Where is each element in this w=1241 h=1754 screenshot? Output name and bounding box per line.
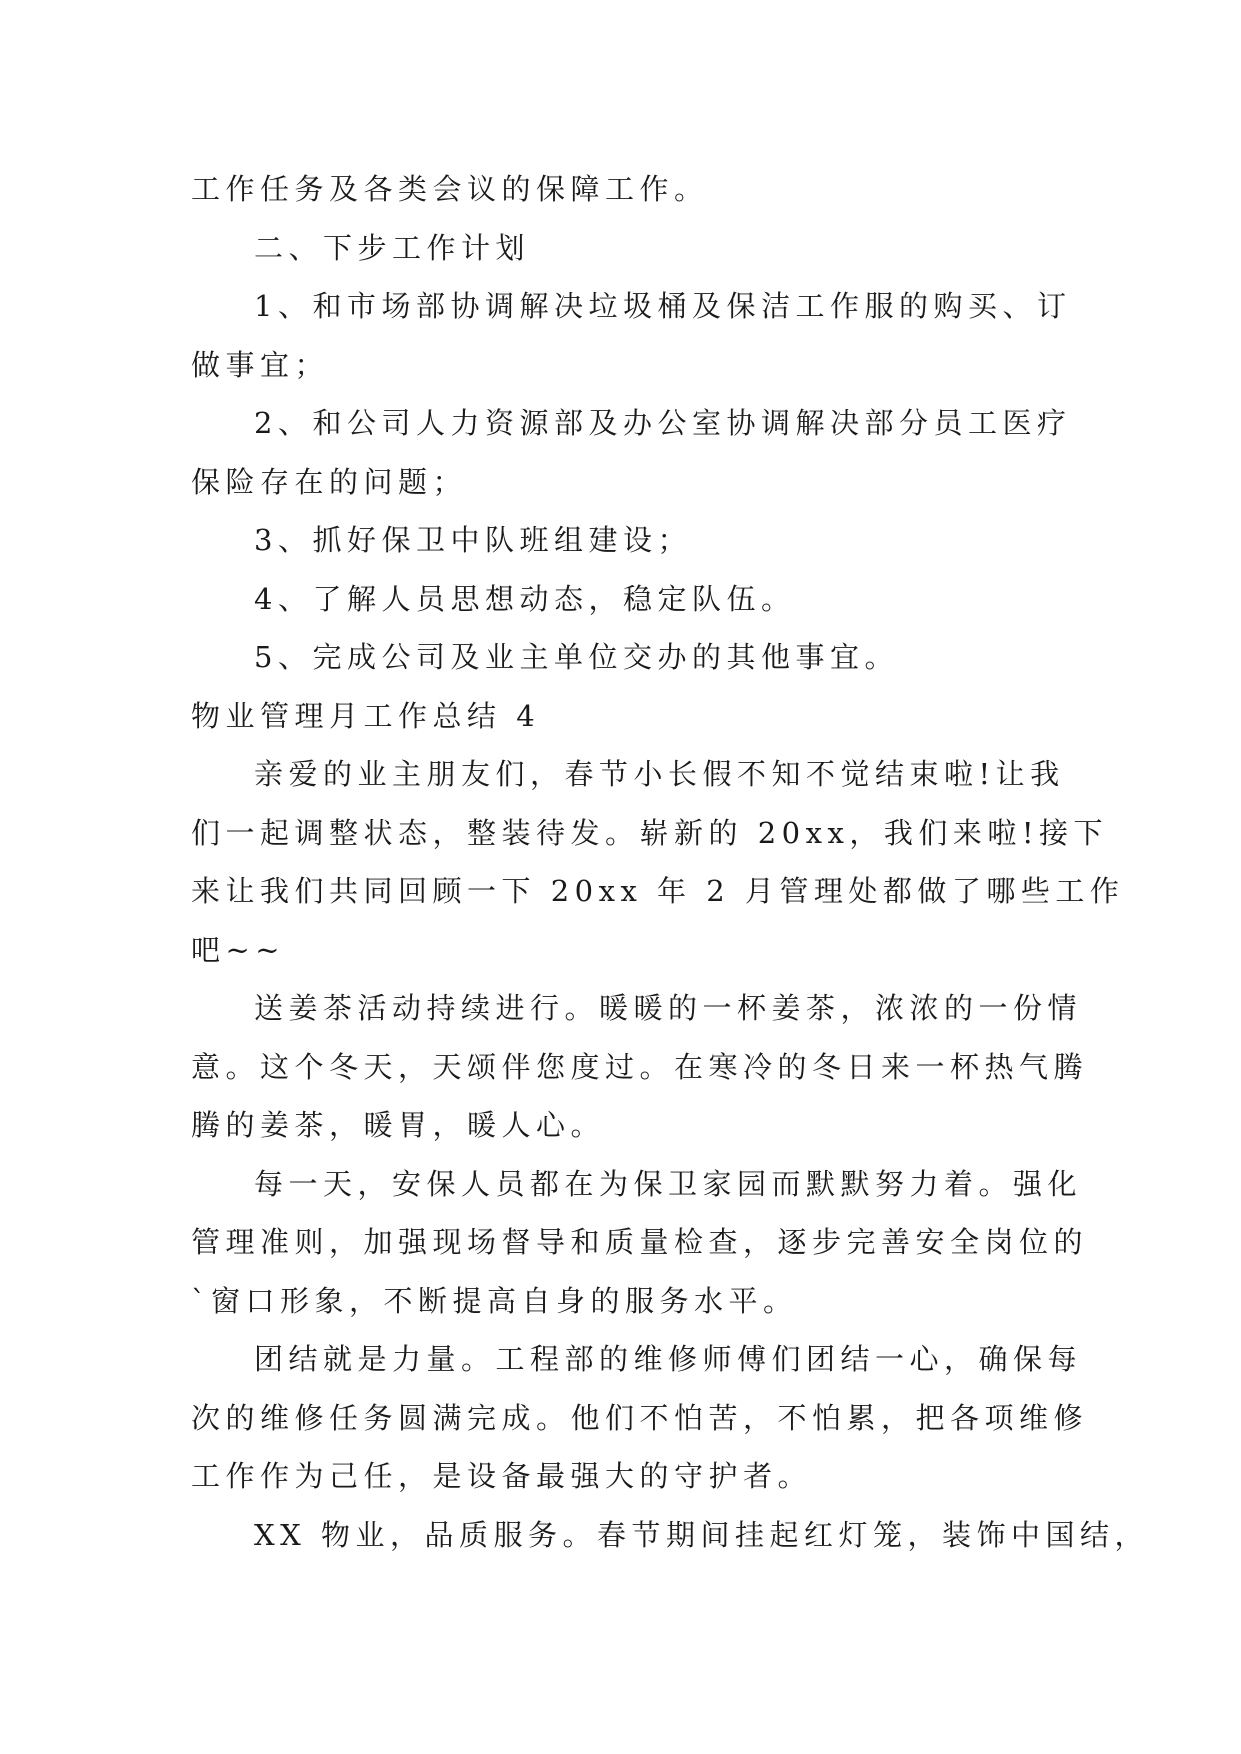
text-line: 团结就是力量。工程部的维修师傅们团结一心，确保每	[254, 1342, 1083, 1376]
text-line: 3、抓好保卫中队班组建设；	[254, 523, 692, 557]
text-line: 保险存在的问题；	[191, 464, 468, 499]
text-line: 吧~~	[191, 932, 286, 967]
text-line: 亲爱的业主朋友们，春节小长假不知不觉结束啦!让我	[254, 757, 1065, 791]
section-title: 物业管理月工作总结 4	[191, 698, 541, 733]
text-line: `窗口形象，不断提高自身的服务水平。	[191, 1283, 798, 1318]
text-line: 管理准则，加强现场督导和质量检查，逐步完善安全岗位的	[191, 1225, 1089, 1259]
text-line: 腾的姜茶，暖胃，暖人心。	[191, 1108, 606, 1142]
text-line: 1、和市场部协调解决垃圾桶及保洁工作服的购买、订	[254, 289, 1072, 323]
text-line: 2、和公司人力资源部及办公室协调解决部分员工医疗	[254, 406, 1072, 440]
text-line: 送姜茶活动持续进行。暖暖的一杯姜茶，浓浓的一份情	[254, 991, 1083, 1025]
text-line: 5、完成公司及业主单位交办的其他事宜。	[254, 640, 899, 674]
text-line: 次的维修任务圆满完成。他们不怕苦，不怕累，把各项维修	[191, 1400, 1089, 1435]
section-heading: 二、下步工作计划	[254, 230, 531, 265]
text-line: 来让我们共同回顾一下 20xx 年 2 月管理处都做了哪些工作	[191, 874, 1125, 908]
text-line: 4、了解人员思想动态，稳定队伍。	[254, 581, 796, 616]
text-line: 意。这个冬天，天颂伴您度过。在寒冷的冬日来一杯热气腾	[191, 1049, 1089, 1084]
text-line: 们一起调整状态，整装待发。崭新的 20xx，我们来啦!接下	[191, 815, 1108, 850]
text-line: 工作作为己任，是设备最强大的守护者。	[191, 1459, 813, 1493]
text-line: 工作任务及各类会议的保障工作。	[191, 172, 709, 206]
text-line: 每一天，安保人员都在为保卫家园而默默努力着。强化	[254, 1166, 1083, 1201]
text-line: XX 物业，品质服务。春节期间挂起红灯笼，装饰中国结，	[254, 1517, 1150, 1552]
text-line: 做事宜；	[191, 347, 330, 382]
document-body	[191, 160, 1150, 1564]
